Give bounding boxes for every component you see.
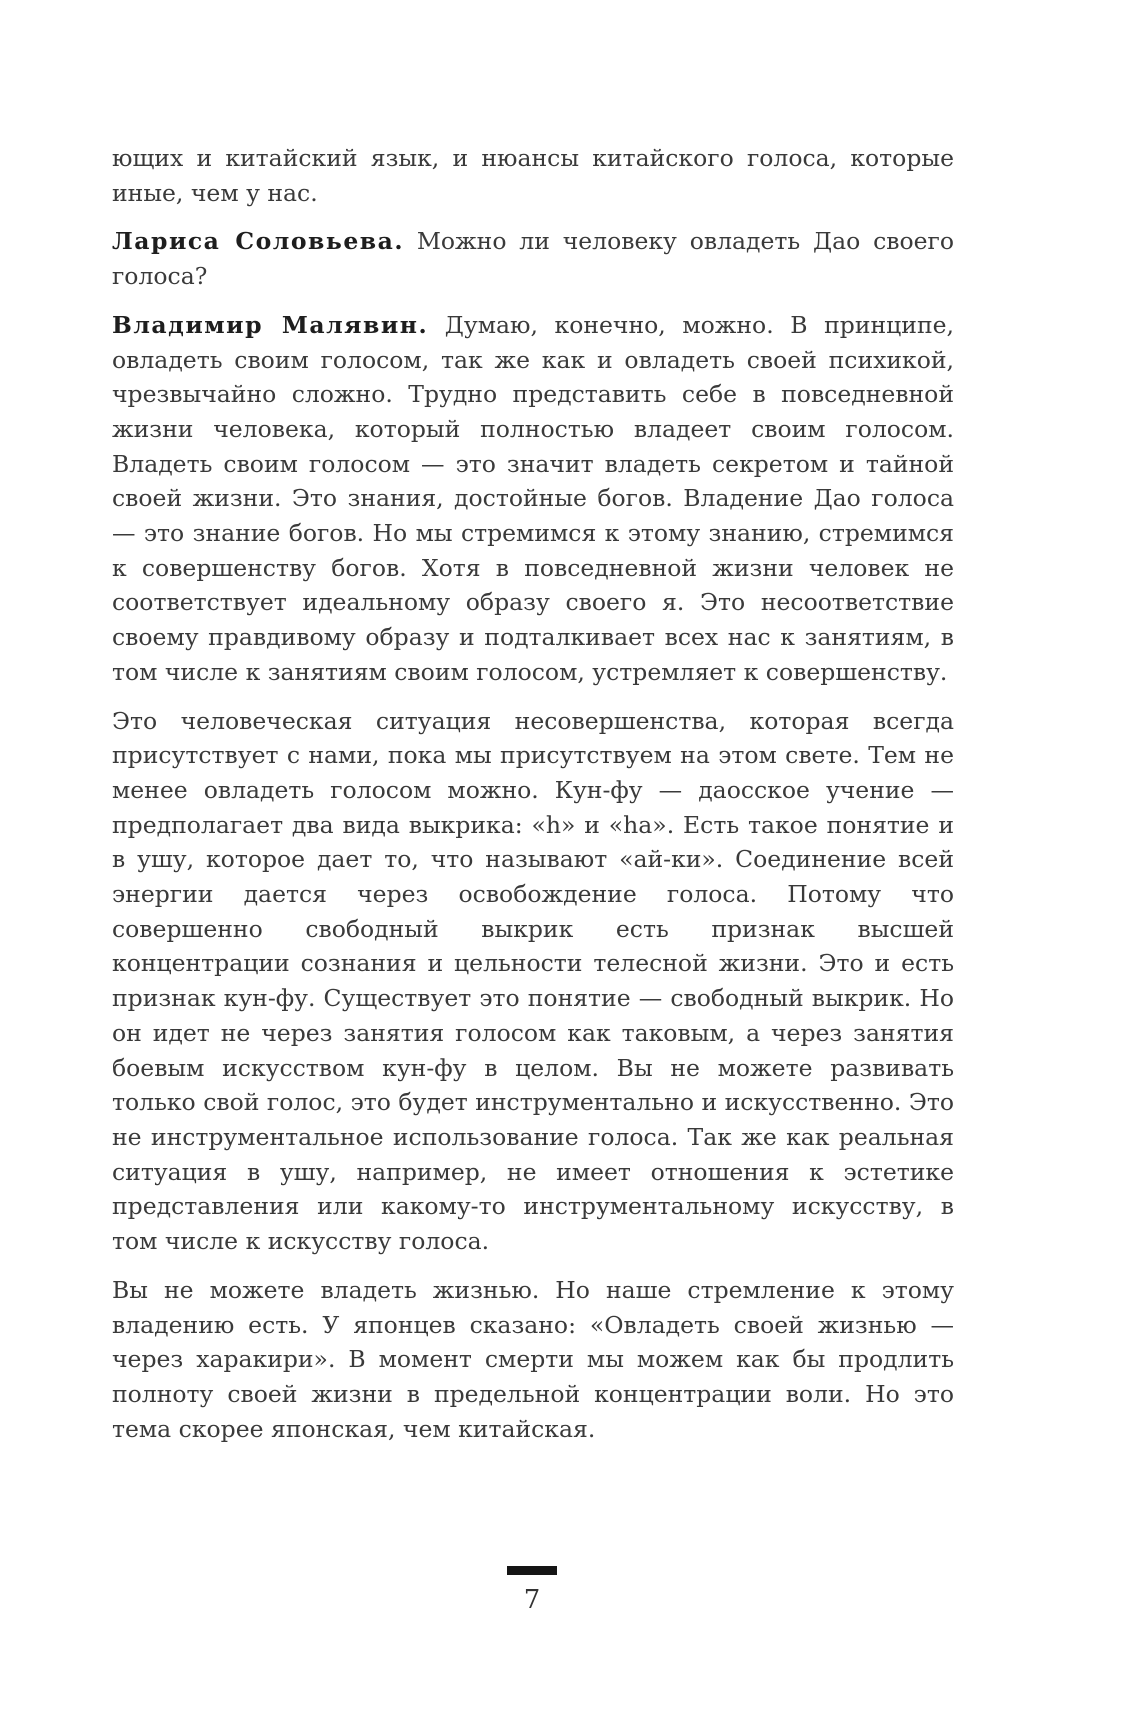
speaker-name: Владимир Малявин. xyxy=(112,310,429,339)
paragraph-4-text: Это человеческая ситуация несовершенства, которая всегда присутствует с нами, пока мы присутствуем на этом свете. Тем не менее овладеть голосом можно. Кун-фу — даосское учение — предполагает два вида выкрика: «h» и «ha». Есть такое понятие и в ушу, которое дает то, что называют «ай-ки». Соединение всей энергии дается через освобождение голоса. Потому что совершенно свободный выкрик есть признак высшей концентрации сознания и цельности телесной жизни. Это и есть признак кун-фу. Существует это понятие — свободный выкрик. Но он идет не через занятия голосом как таковым, а через занятия боевым искусством кун-фу в целом. Вы не можете развивать только свой голос, это будет инструментально и искусственно. Это не инструментальное использование голоса. Так же как реальная ситуация в ушу, например, не имеет отношения к эстетике представления или какому-то инструментальному искусству, в том числе к искусству голоса. xyxy=(112,706,954,1256)
paragraph-3-text: Думаю, конечно, можно. В принципе, овладеть своим голосом, так же как и овладеть своей психикой, чрезвычайно сложно. Трудно представить себе в повседневной жизни человека, который полностью владеет своим голосом. Владеть своим голосом — это значит владеть секретом и тайной своей жизни. Это знания, достойные богов. Владение Дао голоса — это знание богов. Но мы стремимся к этому знанию, стремимся к совершенству богов. Хотя в повседневной жизни человек не соответствует идеальному образу своего я. Это несоответствие своему правдивому образу и подталкивает всех нас к занятиям, в том числе к занятиям своим голосом, устремляет к совершенству. xyxy=(112,310,954,686)
page-number-marker-bar xyxy=(507,1566,557,1575)
paragraph-3 xyxy=(112,308,954,690)
speaker-name: Лариса Соловьева. xyxy=(112,227,405,256)
paragraph-2 xyxy=(112,224,954,293)
paragraph-2-text: Можно ли человеку овладеть Дао своего голоса? xyxy=(112,227,954,291)
page-body xyxy=(112,141,954,1460)
paragraph-1-text: ющих и китайский язык, и нюансы китайского голоса, которые иные, чем у нас. xyxy=(112,144,954,207)
page-number: 7 xyxy=(523,1585,541,1615)
paragraph-5-text: Вы не можете владеть жизнью. Но наше стремление к этому владению есть. У японцев сказано: «Овладеть своей жизнью — через харакири». В момент смерти мы можем как бы продлить полноту своей жизни в предельной концентрации воли. Но это тема скорее японская, чем китайская. xyxy=(112,1275,954,1443)
paragraph-1 xyxy=(112,141,954,210)
paragraph-4 xyxy=(112,704,954,1259)
paragraph-5 xyxy=(112,1273,954,1447)
